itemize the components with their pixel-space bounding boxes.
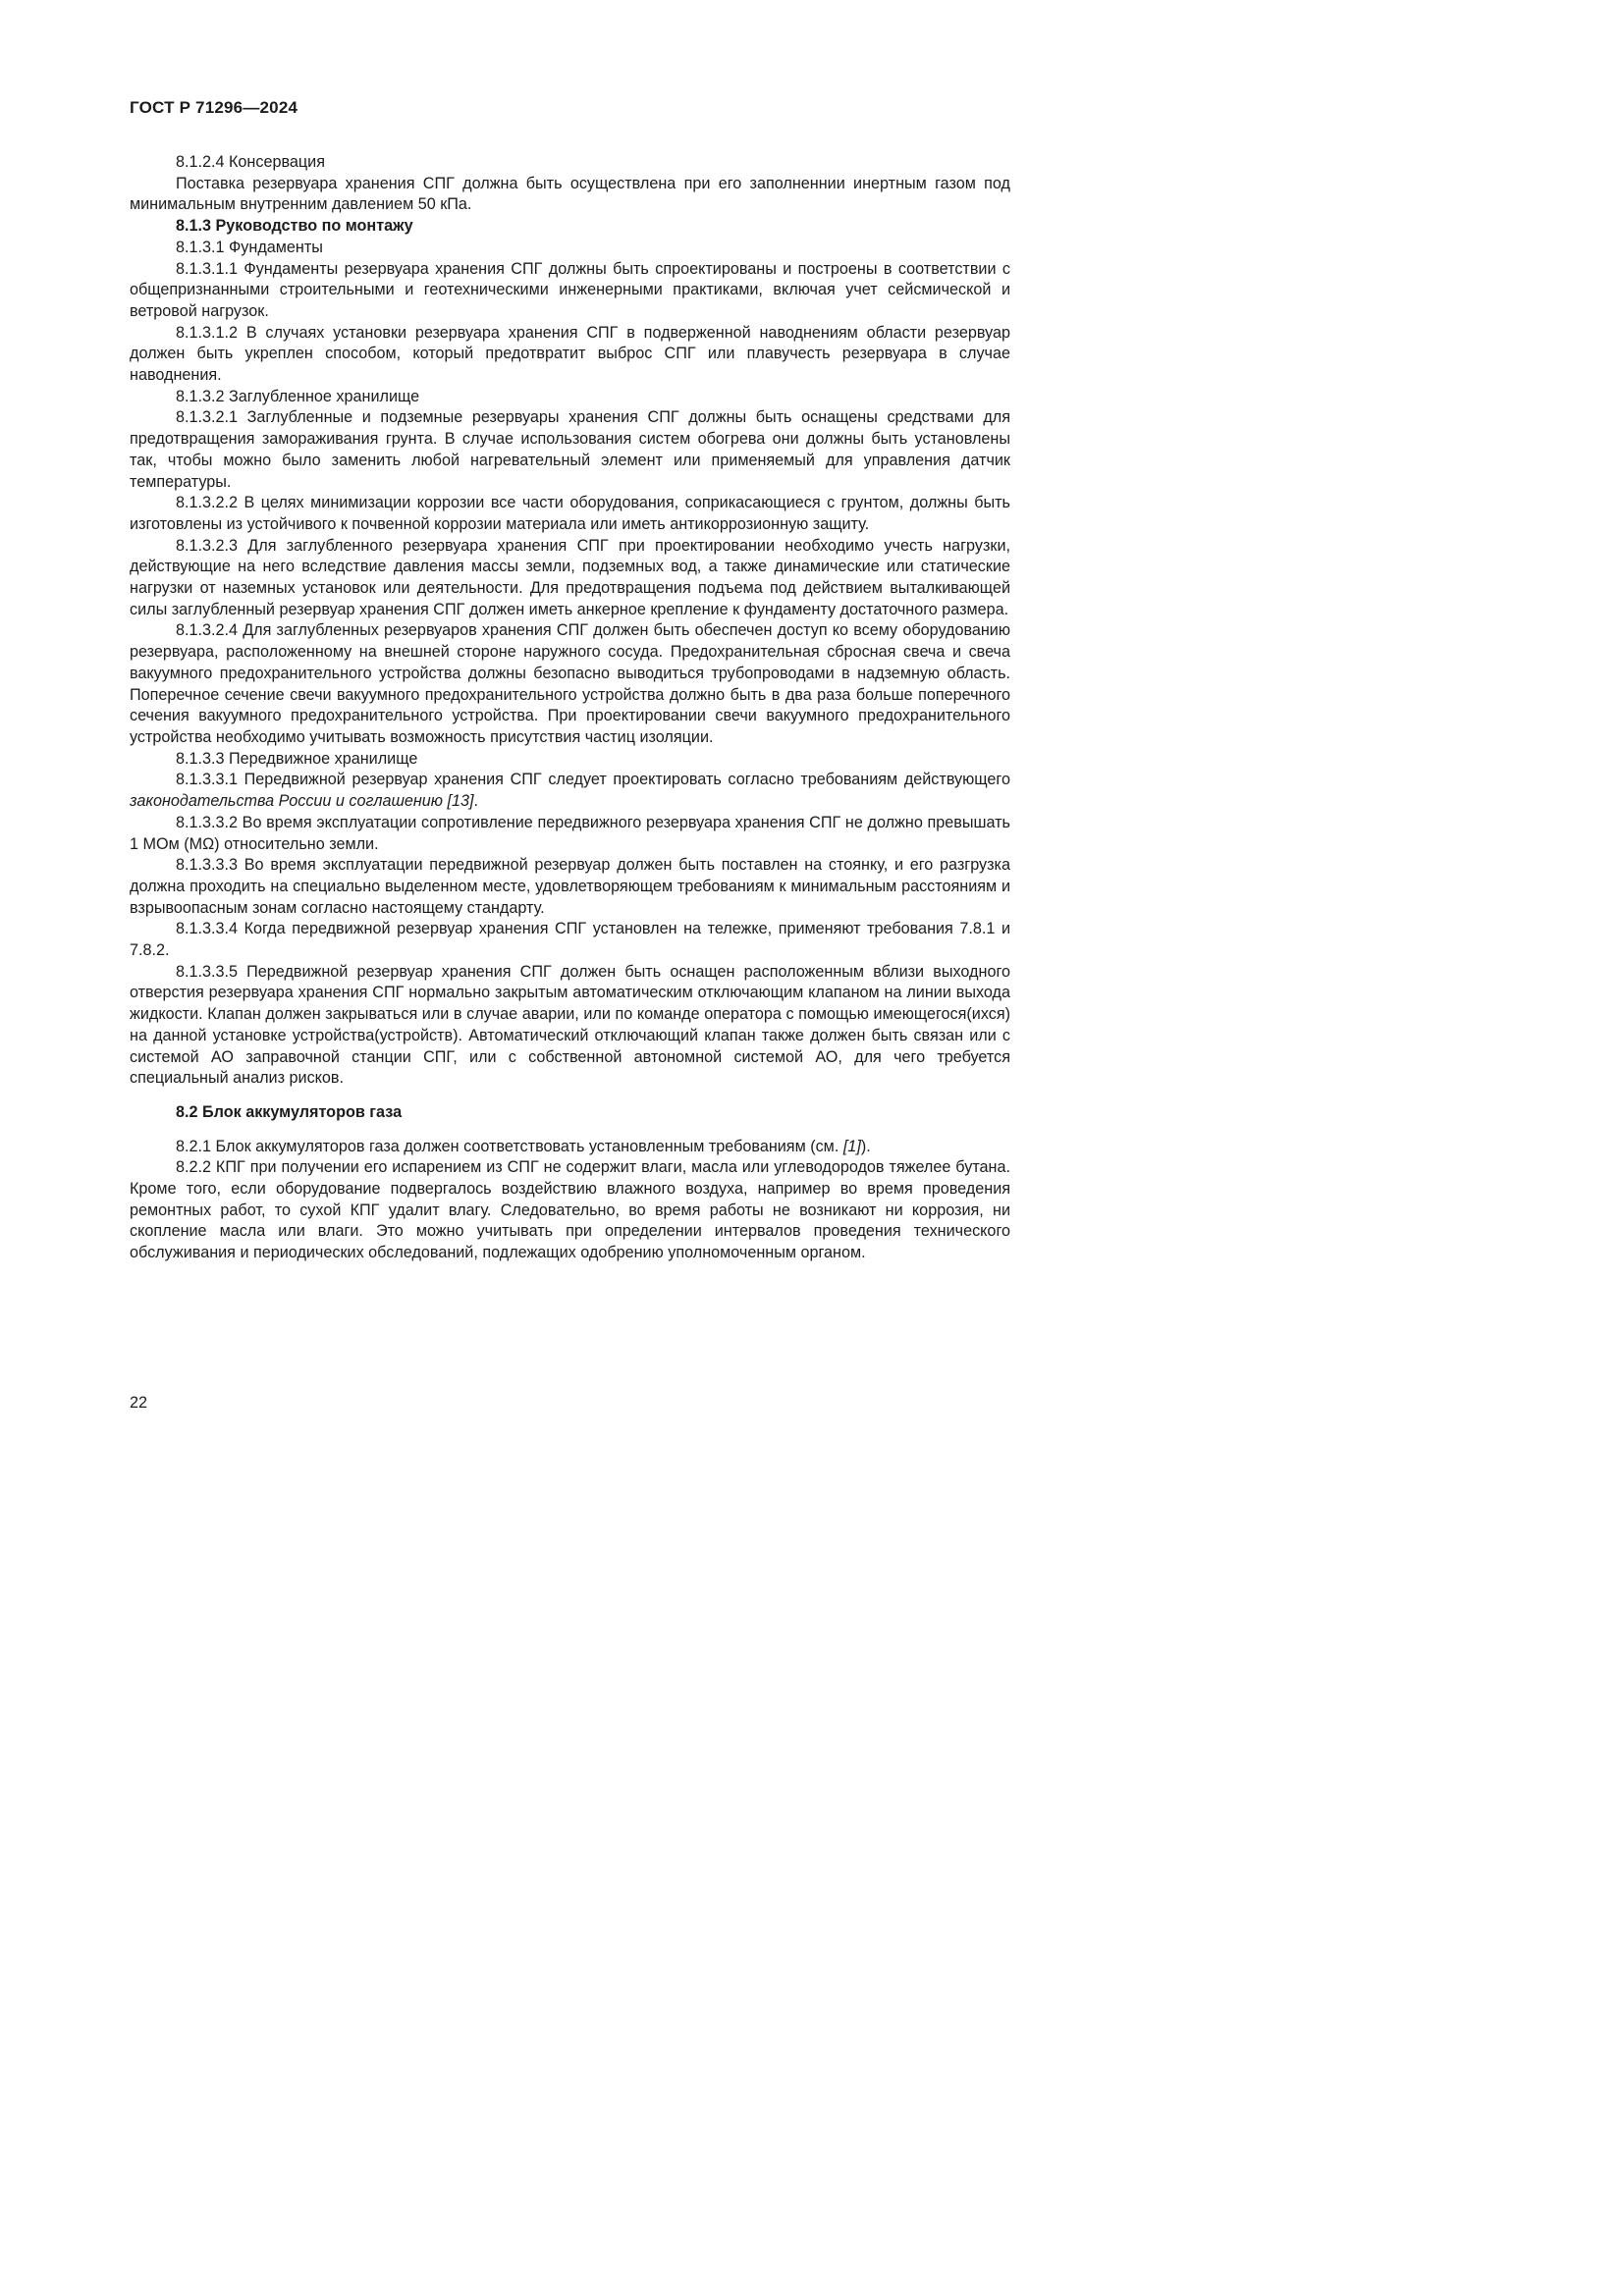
clause-8-1-3-3-title: 8.1.3.3 Передвижное хранилище (176, 749, 418, 768)
document-page (0, 0, 1080, 1527)
clause-8-1-3-3-3: 8.1.3.3.3 Во время эксплуатации передвижной резервуар должен быть поставлен на стоянку, и его разгрузка должна проходить на специально выделенном месте, удовлетворяющем требованиям к минимальным расстояниям и взрывоопасным зонам согласно настоящему стандарту. (130, 856, 1010, 917)
clause-8-1-3-2-3: 8.1.3.2.3 Для заглубленного резервуара хранения СПГ при проектировании необходимо учесть нагрузки, действующие на него вследствие давления массы земли, подземных вод, а также динамические или статические нагрузки от наземных установок или деятельности. Для предотвращения подъема под действием выталкивающей силы заглубленный резервуар хранения СПГ должен иметь анкерное крепление к фундаменту достаточного размера. (130, 536, 1010, 618)
clause-8-1-3-2-4: 8.1.3.2.4 Для заглубленных резервуаров хранения СПГ должен быть обеспечен доступ ко всему оборудованию резервуара, расположенному на внешней стороне наружного сосуда. Предохранительная сбросная свеча и свеча вакуумного предохранительного устройства должны безопасно выводиться трубопроводами в надземную область. Поперечное сечение свечи вакуумного предохранительного устройства должно быть в два раза больше поперечного сечения вакуумного предохранительного устройства. При проектировании свечи вакуумного предохранительного устройства необходимо учитывать возможность присутствия частиц изоляции. (130, 621, 1010, 746)
clause-8-1-3-3-5: 8.1.3.3.5 Передвижной резервуар хранения СПГ должен быть оснащен расположенным вблизи выходного отверстия резервуара хранения СПГ нормально закрытым автоматическим отключающим клапаном на линии выхода жидкости. Клапан должен закрываться или в случае аварии, или по команде оператора с помощью имеющегося(ихся) на данной установке устройства(устройств). Автоматический отключающий клапан также должен быть связан или с системой АО заправочной станции СПГ, или с собственной автономной системой АО, для чего требуется специальный анализ рисков. (130, 962, 1010, 1088)
clause-8-2-2: 8.2.2 КПГ при получении его испарением из СПГ не содержит влаги, масла или углеводородов тяжелее бутана. Кроме того, если оборудование подвергалось воздействию влажного воздуха, например во время проведения ремонтных работ, то сухой КПГ удалит влагу. Следовательно, во время работы не возникают ни коррозия, ни скопление масла или влаги. Это можно учитывать при определении интервалов проведения технического обслуживания и периодических обследований, подлежащих одобрению уполномоченным органом. (130, 1158, 1010, 1262)
standard-code-header: ГОСТ Р 71296—2024 (130, 98, 298, 117)
clause-8-1-3-2-2: 8.1.3.2.2 В целях минимизации коррозии все части оборудования, соприкасающиеся с грунтом, должны быть изготовлены из устойчивого к почвенной коррозии материала или иметь антикоррозионную защиту. (130, 494, 1010, 533)
clause-8-2-1 (130, 1137, 1010, 1158)
clause-8-1-3-1-title: 8.1.3.1 Фундаменты (176, 238, 323, 256)
document-body (130, 152, 1010, 1264)
clause-8-1-2-4-text: Поставка резервуара хранения СПГ должна быть осуществлена при его заполненнии инертным газом под минимальным внутренним давлением 50 кПа. (130, 174, 1010, 214)
clause-8-1-3-3-1-text: 8.1.3.3.1 Передвижной резервуар хранения СПГ следует проектировать согласно требованиям действующего (176, 771, 1010, 789)
bibliography-reference: [1] (842, 1137, 861, 1155)
clause-8-2-1-end: ). (860, 1137, 871, 1155)
clause-8-1-3-1-1: 8.1.3.1.1 Фундаменты резервуара хранения СПГ должны быть спроектированы и построены в соответствии с общепризнанными строительными и геотехническими инженерными практиками, включая учет сейсмической и ветровой нагрузок. (130, 259, 1010, 320)
section-8-2-title: 8.2 Блок аккумуляторов газа (176, 1102, 403, 1121)
clause-8-1-3-3-4: 8.1.3.3.4 Когда передвижной резервуар хранения СПГ установлен на тележке, применяют требования 7.8.1 и 7.8.2. (130, 920, 1010, 960)
clause-8-2-1-text: 8.2.1 Блок аккумуляторов газа должен соответствовать установленным требованиям (см. (176, 1137, 843, 1155)
page-number: 22 (130, 1394, 148, 1412)
clause-8-1-3-3-1-end: . (473, 792, 478, 811)
clause-8-1-3-3-1 (130, 770, 1010, 812)
clause-8-1-3-2-1: 8.1.3.2.1 Заглубленные и подземные резервуары хранения СПГ должны быть оснащены средствами для предотвращения замораживания грунта. В случае использования систем обогрева они должны быть установлены так, чтобы можно было заменить любой нагревательный элемент или применяемый для управления датчик температуры. (130, 408, 1010, 491)
clause-8-1-3-title: 8.1.3 Руководство по монтажу (176, 217, 413, 236)
legislation-reference: законодательства России и соглашению [13] (130, 792, 474, 811)
clause-8-1-3-1-2: 8.1.3.1.2 В случаях установки резервуара хранения СПГ в подверженной наводнениям области резервуар должен быть укреплен способом, который предотвратит выброс СПГ или плавучесть резервуара в случае наводнения. (130, 323, 1010, 385)
clause-8-1-3-3-2: 8.1.3.3.2 Во время эксплуатации сопротивление передвижного резервуара хранения СПГ не должно превышать 1 МОм (MΩ) относительно земли. (130, 813, 1010, 853)
clause-8-1-2-4-title: 8.1.2.4 Консервация (176, 153, 325, 171)
clause-8-1-3-2-title: 8.1.3.2 Заглубленное хранилище (176, 387, 420, 405)
